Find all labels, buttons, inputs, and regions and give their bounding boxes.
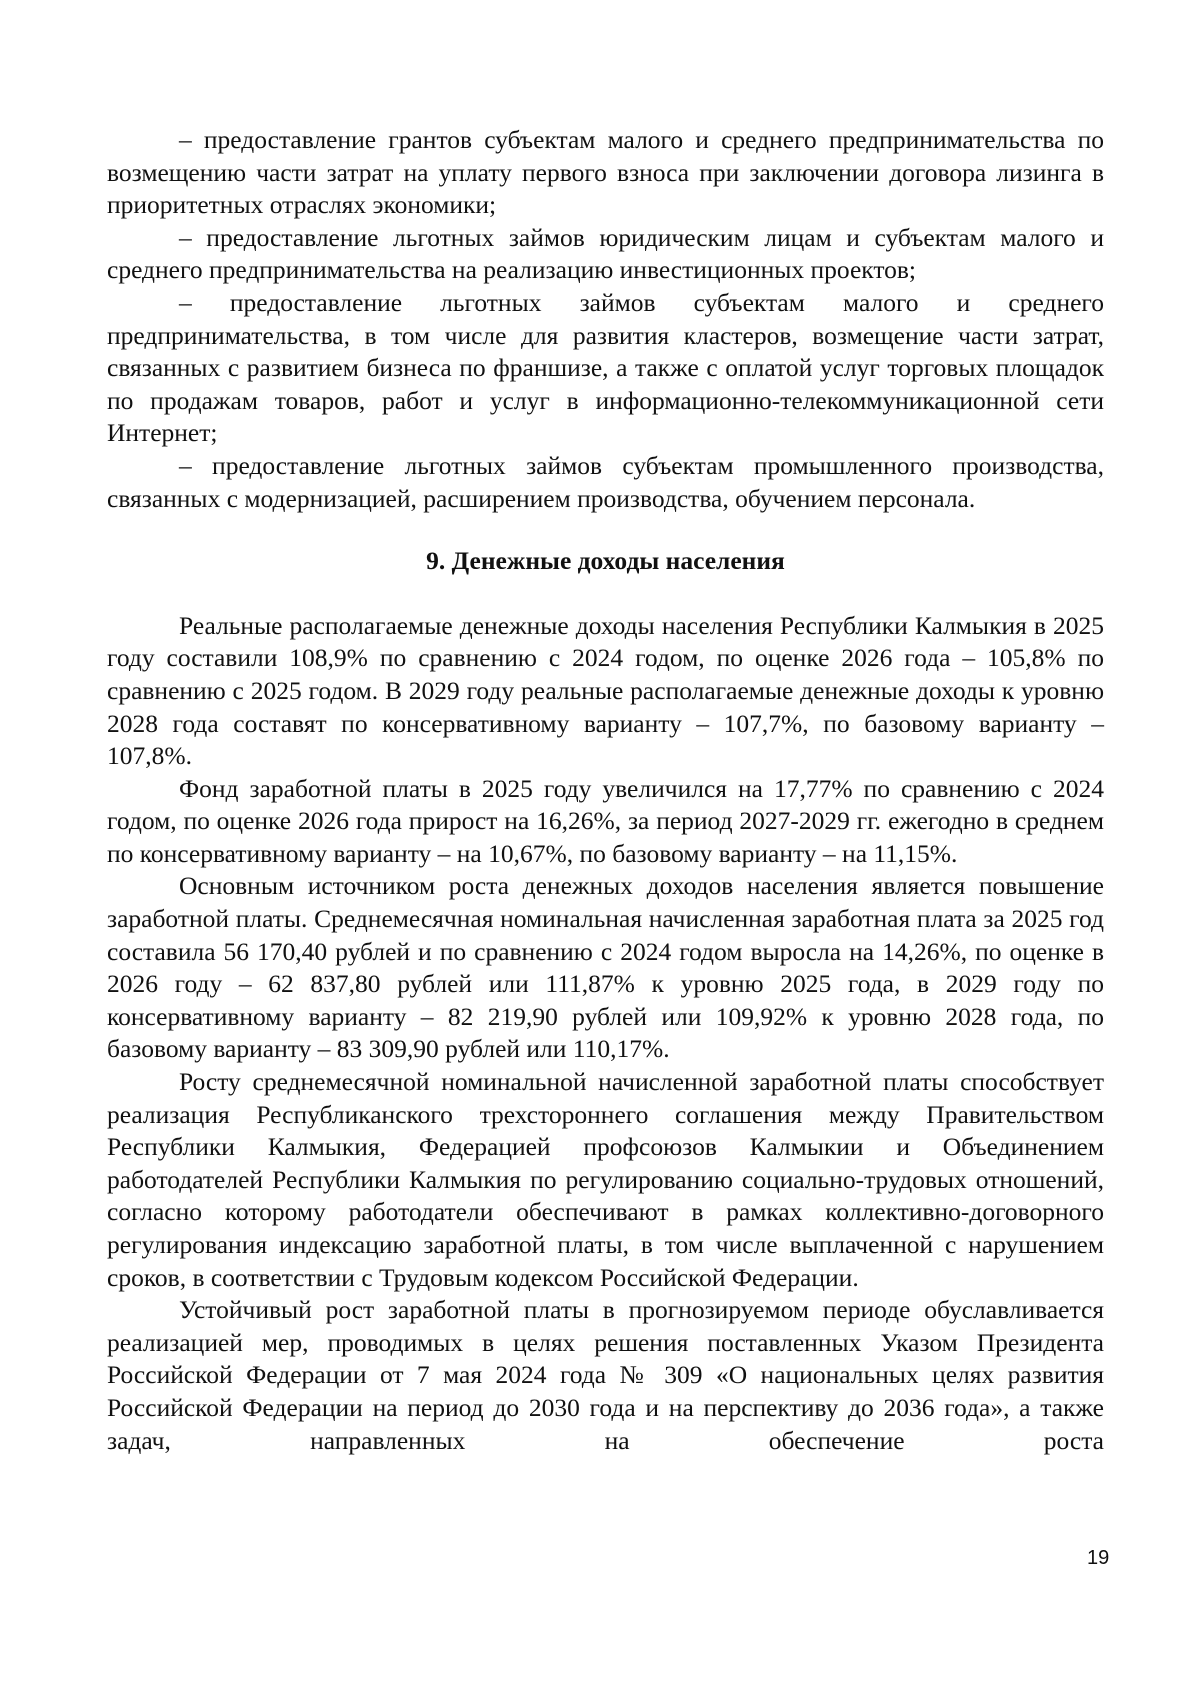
document-body [107,124,1104,1457]
page-number: 19 [1087,1547,1110,1569]
paragraph: Росту среднемесячной номинальной начисленной заработной платы способствует реализация Республиканского трехстороннего соглашения между Правительством Республики Калмыкия, Федерацией профсоюзов Калмыкии и Объединением работодателей Республики Калмыкия по регулированию социально-трудовых отношений, согласно которому работодатели обеспечивают в рамках коллективно-договорного регулирования индексацию заработной платы, в том числе выплаченной с нарушением сроков, в соответствии с Трудовым кодексом Российской Федерации. [107,1067,1104,1292]
paragraph: Фонд заработной платы в 2025 году увеличился на 17,77% по сравнению с 2024 годом, по оценке 2026 года прирост на 16,26%, за период 2027-2029 гг. ежегодно в среднем по консервативному варианту – на 10,67%, по базовому варианту – на 11,15%. [107,773,1104,868]
bullet-item: – предоставление грантов субъектам малого и среднего предпринимательства по возмещению части затрат на уплату первого взноса при заключении договора лизинга в приоритетных отраслях экономики; [107,125,1104,220]
bullet-item: – предоставление льготных займов субъектам промышленного производства, связанных с модернизацией, расширением производства, обучением персонала. [107,450,1104,513]
bullet-item: – предоставление льготных займов юридическим лицам и субъектам малого и среднего предпринимательства на реализацию инвестиционных проектов; [107,222,1104,285]
section-heading: 9. Денежные доходы населения [426,546,785,576]
bullet-item: – предоставление льготных займов субъектам малого и среднего предпринимательства, в том числе для развития кластеров, возмещение части затрат, связанных с развитием бизнеса по франшизе, а также с оплатой услуг торговых площадок по продажам товаров, работ и услуг в информационно-телекоммуникационной сети Интернет; [107,287,1104,448]
paragraph: Устойчивый рост заработной платы в прогнозируемом периоде обуславливается реализацией мер, проводимых в целях решения поставленных Указом Президента Российской Федерации от 7 мая 2024 года № 309 «О национальных целях развития Российской Федерации на период до 2030 года и на перспективу до 2036 года», а также задач, направленных на обеспечение роста [107,1295,1104,1455]
paragraph: Реальные располагаемые денежные доходы населения Республики Калмыкия в 2025 году составили 108,9% по сравнению с 2024 годом, по оценке 2026 года – 105,8% по сравнению с 2025 годом. В 2029 году реальные располагаемые денежные доходы к уровню 2028 года составят по консервативному варианту – 107,7%, по базовому варианту – 107,8%. [107,610,1104,771]
paragraph: Основным источником роста денежных доходов населения является повышение заработной платы. Среднемесячная номинальная начисленная заработная плата за 2025 год составила 56 170,40 рублей и по сравнению с 2024 годом выросла на 14,26%, по оценке в 2026 году – 62 837,80 рублей или 111,87% к уровню 2025 года, в 2029 году по консервативному варианту – 82 219,90 рублей или 109,92% к уровню 2028 года, по базовому варианту – 83 309,90 рублей или 110,17%. [107,871,1104,1064]
